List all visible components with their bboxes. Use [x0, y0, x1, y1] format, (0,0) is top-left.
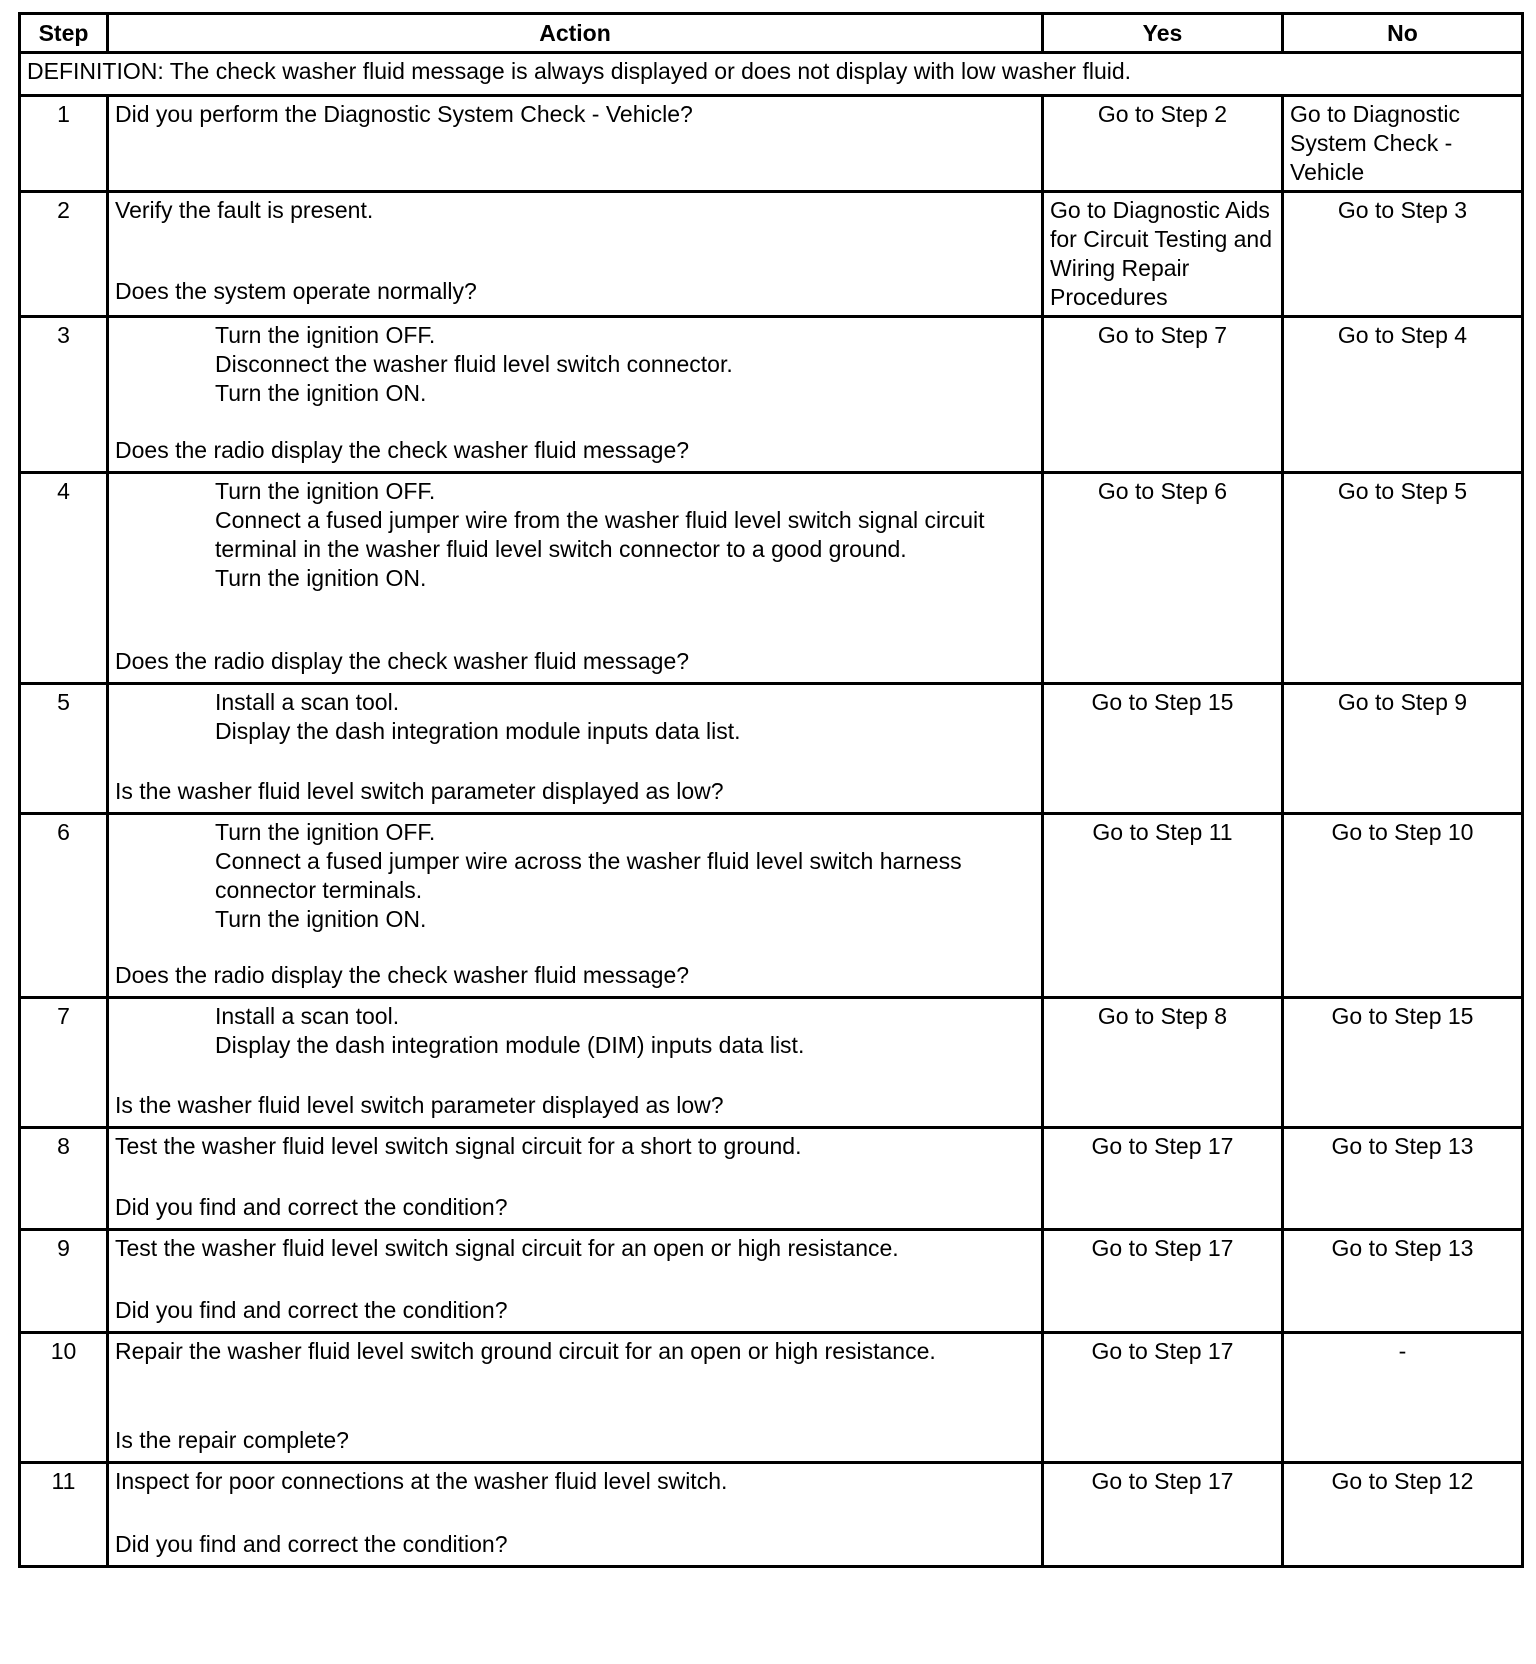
action-substep: Turn the ignition ON. — [215, 380, 427, 406]
step-number: 7 — [20, 998, 108, 1128]
no-result: Go to Step 13 — [1283, 1128, 1523, 1230]
action-substep: Turn the ignition OFF. — [215, 322, 436, 348]
action-intro: Repair the washer fluid level switch ground circuit for an open or high resistance. — [115, 1338, 936, 1364]
table-body — [20, 53, 1523, 1567]
table-row — [20, 684, 1523, 814]
table-row — [20, 1128, 1523, 1230]
action-cell — [108, 317, 1043, 473]
yes-result: Go to Step 11 — [1043, 814, 1283, 998]
yes-result: Go to Step 17 — [1043, 1128, 1283, 1230]
action-content — [115, 1132, 1035, 1222]
action-question: Is the washer fluid level switch parameter displayed as low? — [115, 778, 724, 804]
action-substep: Disconnect the washer fluid level switch connector. — [215, 351, 733, 377]
no-result: - — [1283, 1333, 1523, 1463]
action-substep: Install a scan tool. — [215, 689, 400, 715]
action-instructions — [115, 1132, 1035, 1161]
action-content — [115, 100, 1035, 179]
step-number: 9 — [20, 1230, 108, 1333]
action-question: Does the radio display the check washer fluid message? — [115, 437, 690, 463]
yes-result: Go to Step 17 — [1043, 1230, 1283, 1333]
action-intro: Inspect for poor connections at the washer fluid level switch. — [115, 1468, 728, 1494]
header-step: Step — [20, 14, 108, 53]
table-row — [20, 1463, 1523, 1567]
table-row — [20, 317, 1523, 473]
action-question: Does the radio display the check washer fluid message? — [115, 962, 690, 988]
action-instructions — [115, 1467, 1035, 1496]
definition-text: DEFINITION: The check washer fluid message is always displayed or does not display with low washer fluid. — [20, 53, 1523, 96]
step-number: 1 — [20, 96, 108, 192]
action-instructions — [115, 1234, 1035, 1263]
action-instructions — [115, 196, 1035, 225]
no-result: Go to Step 13 — [1283, 1230, 1523, 1333]
action-substep: Install a scan tool. — [215, 1003, 400, 1029]
action-substep: Connect a fused jumper wire from the washer fluid level switch signal circuit terminal in the washer fluid level switch connector to a good ground. — [215, 507, 985, 562]
action-cell — [108, 473, 1043, 684]
action-substep: Turn the ignition OFF. — [215, 819, 436, 845]
table-row — [20, 473, 1523, 684]
yes-result: Go to Step 2 — [1043, 96, 1283, 192]
action-content — [115, 1467, 1035, 1559]
header-row — [20, 14, 1523, 53]
no-result: Go to Step 15 — [1283, 998, 1523, 1128]
table-row — [20, 814, 1523, 998]
action-instructions — [115, 688, 1035, 746]
yes-result: Go to Step 15 — [1043, 684, 1283, 814]
step-number: 3 — [20, 317, 108, 473]
action-content — [115, 1337, 1035, 1455]
action-content — [115, 477, 1035, 676]
action-cell — [108, 1463, 1043, 1567]
action-cell — [108, 684, 1043, 814]
action-substep: Display the dash integration module inputs data list. — [215, 718, 741, 744]
table-row — [20, 998, 1523, 1128]
diagnostic-table — [18, 12, 1524, 1568]
step-number: 11 — [20, 1463, 108, 1567]
action-question: Did you find and correct the condition? — [115, 1297, 508, 1323]
step-number: 5 — [20, 684, 108, 814]
action-content — [115, 1002, 1035, 1120]
step-number: 8 — [20, 1128, 108, 1230]
action-instructions — [115, 818, 1035, 934]
yes-result: Go to Step 17 — [1043, 1333, 1283, 1463]
no-result: Go to Step 5 — [1283, 473, 1523, 684]
action-cell — [108, 192, 1043, 317]
step-number: 10 — [20, 1333, 108, 1463]
action-question: Does the radio display the check washer fluid message? — [115, 648, 690, 674]
action-substep: Turn the ignition OFF. — [215, 478, 436, 504]
no-result: Go to Step 12 — [1283, 1463, 1523, 1567]
action-question: Does the system operate normally? — [115, 278, 477, 304]
action-intro: Verify the fault is present. — [115, 197, 374, 223]
action-intro: Test the washer fluid level switch signal circuit for an open or high resistance. — [115, 1235, 899, 1261]
table-row — [20, 1230, 1523, 1333]
no-result: Go to Step 3 — [1283, 192, 1523, 317]
action-question: Is the washer fluid level switch parameter displayed as low? — [115, 1092, 724, 1118]
no-result: Go to Diagnostic System Check - Vehicle — [1283, 96, 1523, 192]
header-action: Action — [108, 14, 1043, 53]
action-cell — [108, 1230, 1043, 1333]
step-number: 2 — [20, 192, 108, 317]
action-substep: Display the dash integration module (DIM) inputs data list. — [215, 1032, 805, 1058]
table-row — [20, 1333, 1523, 1463]
action-cell — [108, 814, 1043, 998]
action-question: Did you perform the Diagnostic System Check - Vehicle? — [115, 101, 693, 127]
header-no: No — [1283, 14, 1523, 53]
yes-result: Go to Step 7 — [1043, 317, 1283, 473]
step-number: 6 — [20, 814, 108, 998]
action-cell — [108, 1333, 1043, 1463]
yes-result: Go to Diagnostic Aids for Circuit Testing and Wiring Repair Procedures — [1043, 192, 1283, 317]
action-instructions — [115, 1002, 1035, 1060]
action-cell — [108, 1128, 1043, 1230]
step-number: 4 — [20, 473, 108, 684]
action-cell — [108, 96, 1043, 192]
action-content — [115, 818, 1035, 990]
action-content — [115, 196, 1035, 306]
yes-result: Go to Step 8 — [1043, 998, 1283, 1128]
header-yes: Yes — [1043, 14, 1283, 53]
action-question: Did you find and correct the condition? — [115, 1194, 508, 1220]
action-question: Is the repair complete? — [115, 1427, 349, 1453]
action-substep: Turn the ignition ON. — [215, 565, 427, 591]
yes-result: Go to Step 17 — [1043, 1463, 1283, 1567]
definition-row — [20, 53, 1523, 96]
action-question: Did you find and correct the condition? — [115, 1531, 508, 1557]
action-cell — [108, 998, 1043, 1128]
table-row — [20, 96, 1523, 192]
no-result: Go to Step 9 — [1283, 684, 1523, 814]
action-substep: Connect a fused jumper wire across the washer fluid level switch harness connector terminals. — [215, 848, 962, 903]
no-result: Go to Step 10 — [1283, 814, 1523, 998]
action-instructions — [115, 477, 1035, 593]
action-instructions — [115, 1337, 1035, 1366]
action-content — [115, 688, 1035, 806]
action-substep: Turn the ignition ON. — [215, 906, 427, 932]
action-content — [115, 1234, 1035, 1325]
action-intro: Test the washer fluid level switch signal circuit for a short to ground. — [115, 1133, 802, 1159]
yes-result: Go to Step 6 — [1043, 473, 1283, 684]
table-row — [20, 192, 1523, 317]
action-content — [115, 321, 1035, 465]
no-result: Go to Step 4 — [1283, 317, 1523, 473]
action-instructions — [115, 321, 1035, 408]
